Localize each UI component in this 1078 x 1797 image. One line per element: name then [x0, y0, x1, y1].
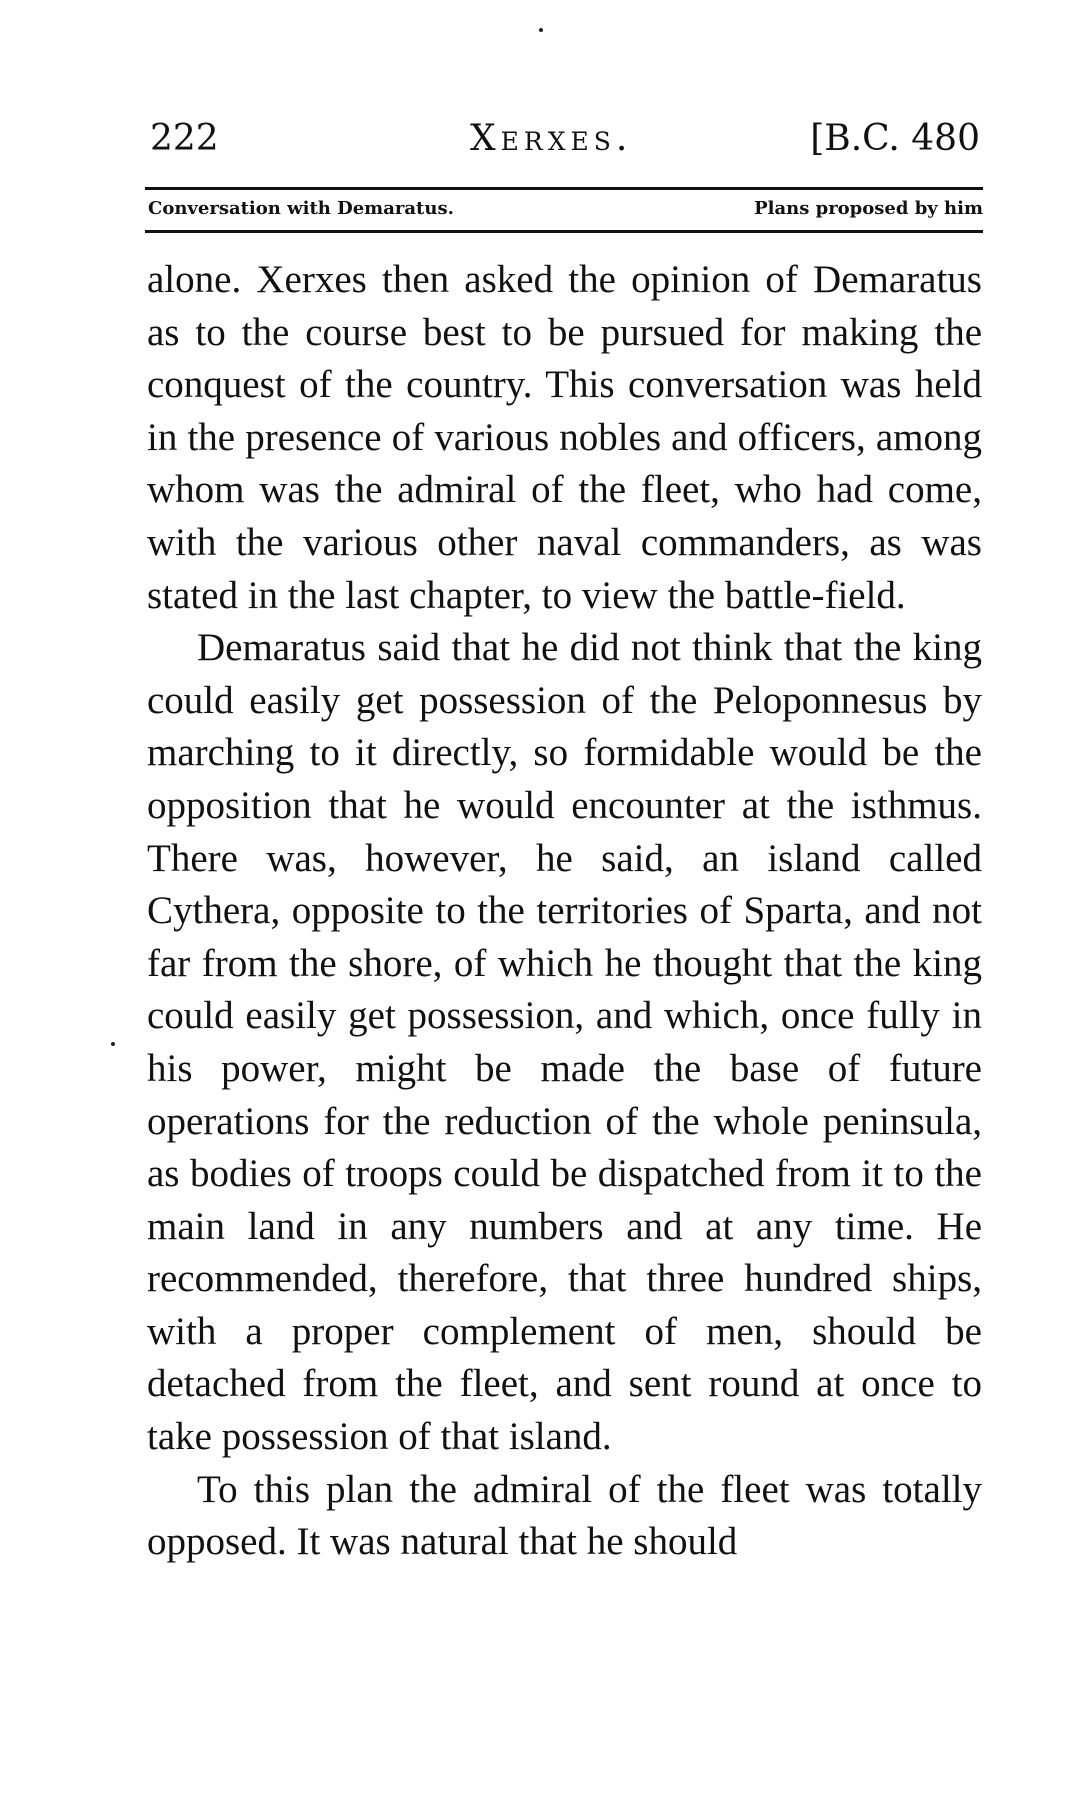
paragraph: To this plan the admiral of the fleet was totally opposed. It was natural that he should [147, 1467, 982, 1564]
paragraph: Demaratus said that he did not think that the king could easily get possession of the Peloponnesus by marching to it directly, so formidable would be the opposition that he would encounter at the isthmus. There was, however, he said, an island called Cythera, opposite to the territories of Sparta, and not far from the shore, of which he thought that the king could easily get possession, and which, once fully in his power, might be made the base of future operations for the reduction of the whole peninsula, as bodies of troops could be dispatched from it to the main land in any numbers and at any time. He recommended, therefore, that three hundred ships, with a proper complement of men, should be detached from the fleet, and sent round at once to take possession of that island. [147, 626, 982, 1459]
paragraph: alone. Xerxes then asked the opinion of Demaratus as to the course best to be pursued for making the conquest of the country. This conversation was held in the presence of various nobles and officers, among whom was the admiral of the fleet, who had come, with the various other naval commanders, as was stated in the last chapter, to view the battle-field. [147, 258, 982, 617]
print-speck [111, 1042, 115, 1046]
body-text [147, 254, 982, 1569]
running-title: Xerxes. [470, 118, 633, 159]
header-rule-top [145, 187, 983, 190]
subhead-left: Conversation with Demaratus. [148, 198, 454, 219]
print-speck [539, 28, 543, 32]
header-rule-bottom [145, 230, 983, 233]
page-number: 222 [150, 118, 219, 159]
header-date: [B.C. 480 [810, 118, 980, 159]
marginal-subheads [148, 198, 983, 226]
running-header [150, 118, 980, 178]
subhead-right: Plans proposed by him [754, 198, 983, 219]
